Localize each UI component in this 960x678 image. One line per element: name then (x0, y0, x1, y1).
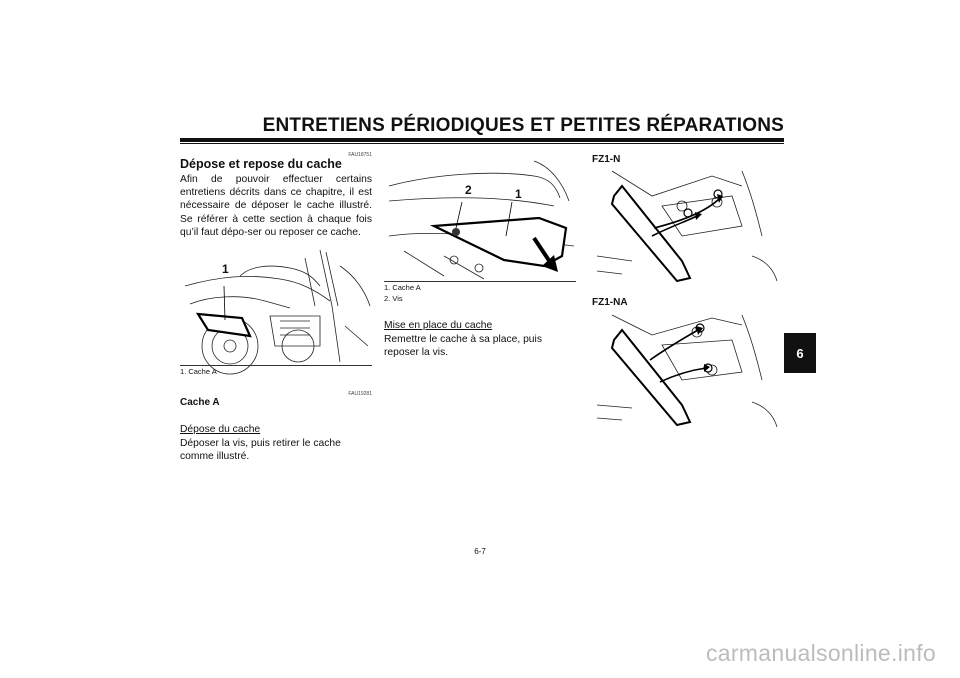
figure-cover-closeup (384, 156, 576, 280)
figure-caption: 1. Cache A (180, 367, 217, 376)
fz1-na-illustration (592, 310, 784, 430)
figure-caption-1: 1. Cache A (384, 283, 421, 292)
header-rule (180, 138, 784, 142)
reference-code: FAU18751 (348, 152, 372, 158)
install-title: Mise en place du cache (384, 320, 493, 331)
figure-fz1-na (592, 310, 784, 430)
figure-callout-2: 2 (465, 183, 472, 197)
motorcycle-illustration (180, 246, 372, 364)
cover-closeup-illustration (384, 156, 576, 280)
subsection-heading: Cache A (180, 397, 220, 408)
reference-code: FAU19281 (348, 391, 372, 397)
figure-caption-2: 2. Vis (384, 294, 403, 303)
install-text: Remettre le cache à sa place, puis reposer la vis. (384, 334, 542, 359)
section-heading: Dépose et repose du cache (180, 157, 342, 171)
watermark: carmanualsonline.info (705, 640, 936, 666)
removal-title: Dépose du cache (180, 424, 261, 435)
figure-motorcycle-side (180, 246, 372, 364)
figure-fz1-n (592, 166, 784, 286)
model-label-fz1-n: FZ1-N (592, 154, 621, 165)
fz1-n-illustration (592, 166, 784, 286)
page-header-title: ENTRETIENS PÉRIODIQUES ET PETITES RÉPARATIONS (262, 115, 784, 136)
removal-text: Déposer la vis, puis retirer le cache comme illustré. (180, 438, 341, 463)
figure-callout-1: 1 (222, 262, 229, 276)
figure-callout-1: 1 (515, 187, 522, 201)
intro-paragraph: Afin de pouvoir effectuer certains entretiens décrits dans ce chapitre, il est nécessaire de déposer le cache illustré. Se référer à cette section à chaque fois qu’il faut dépo-ser ou reposer ce cache. (180, 174, 372, 238)
chapter-tab[interactable]: 6 (784, 333, 816, 373)
page-number: 6-7 (474, 547, 486, 556)
header-rule-thin (180, 143, 784, 144)
model-label-fz1-na: FZ1-NA (592, 297, 628, 308)
